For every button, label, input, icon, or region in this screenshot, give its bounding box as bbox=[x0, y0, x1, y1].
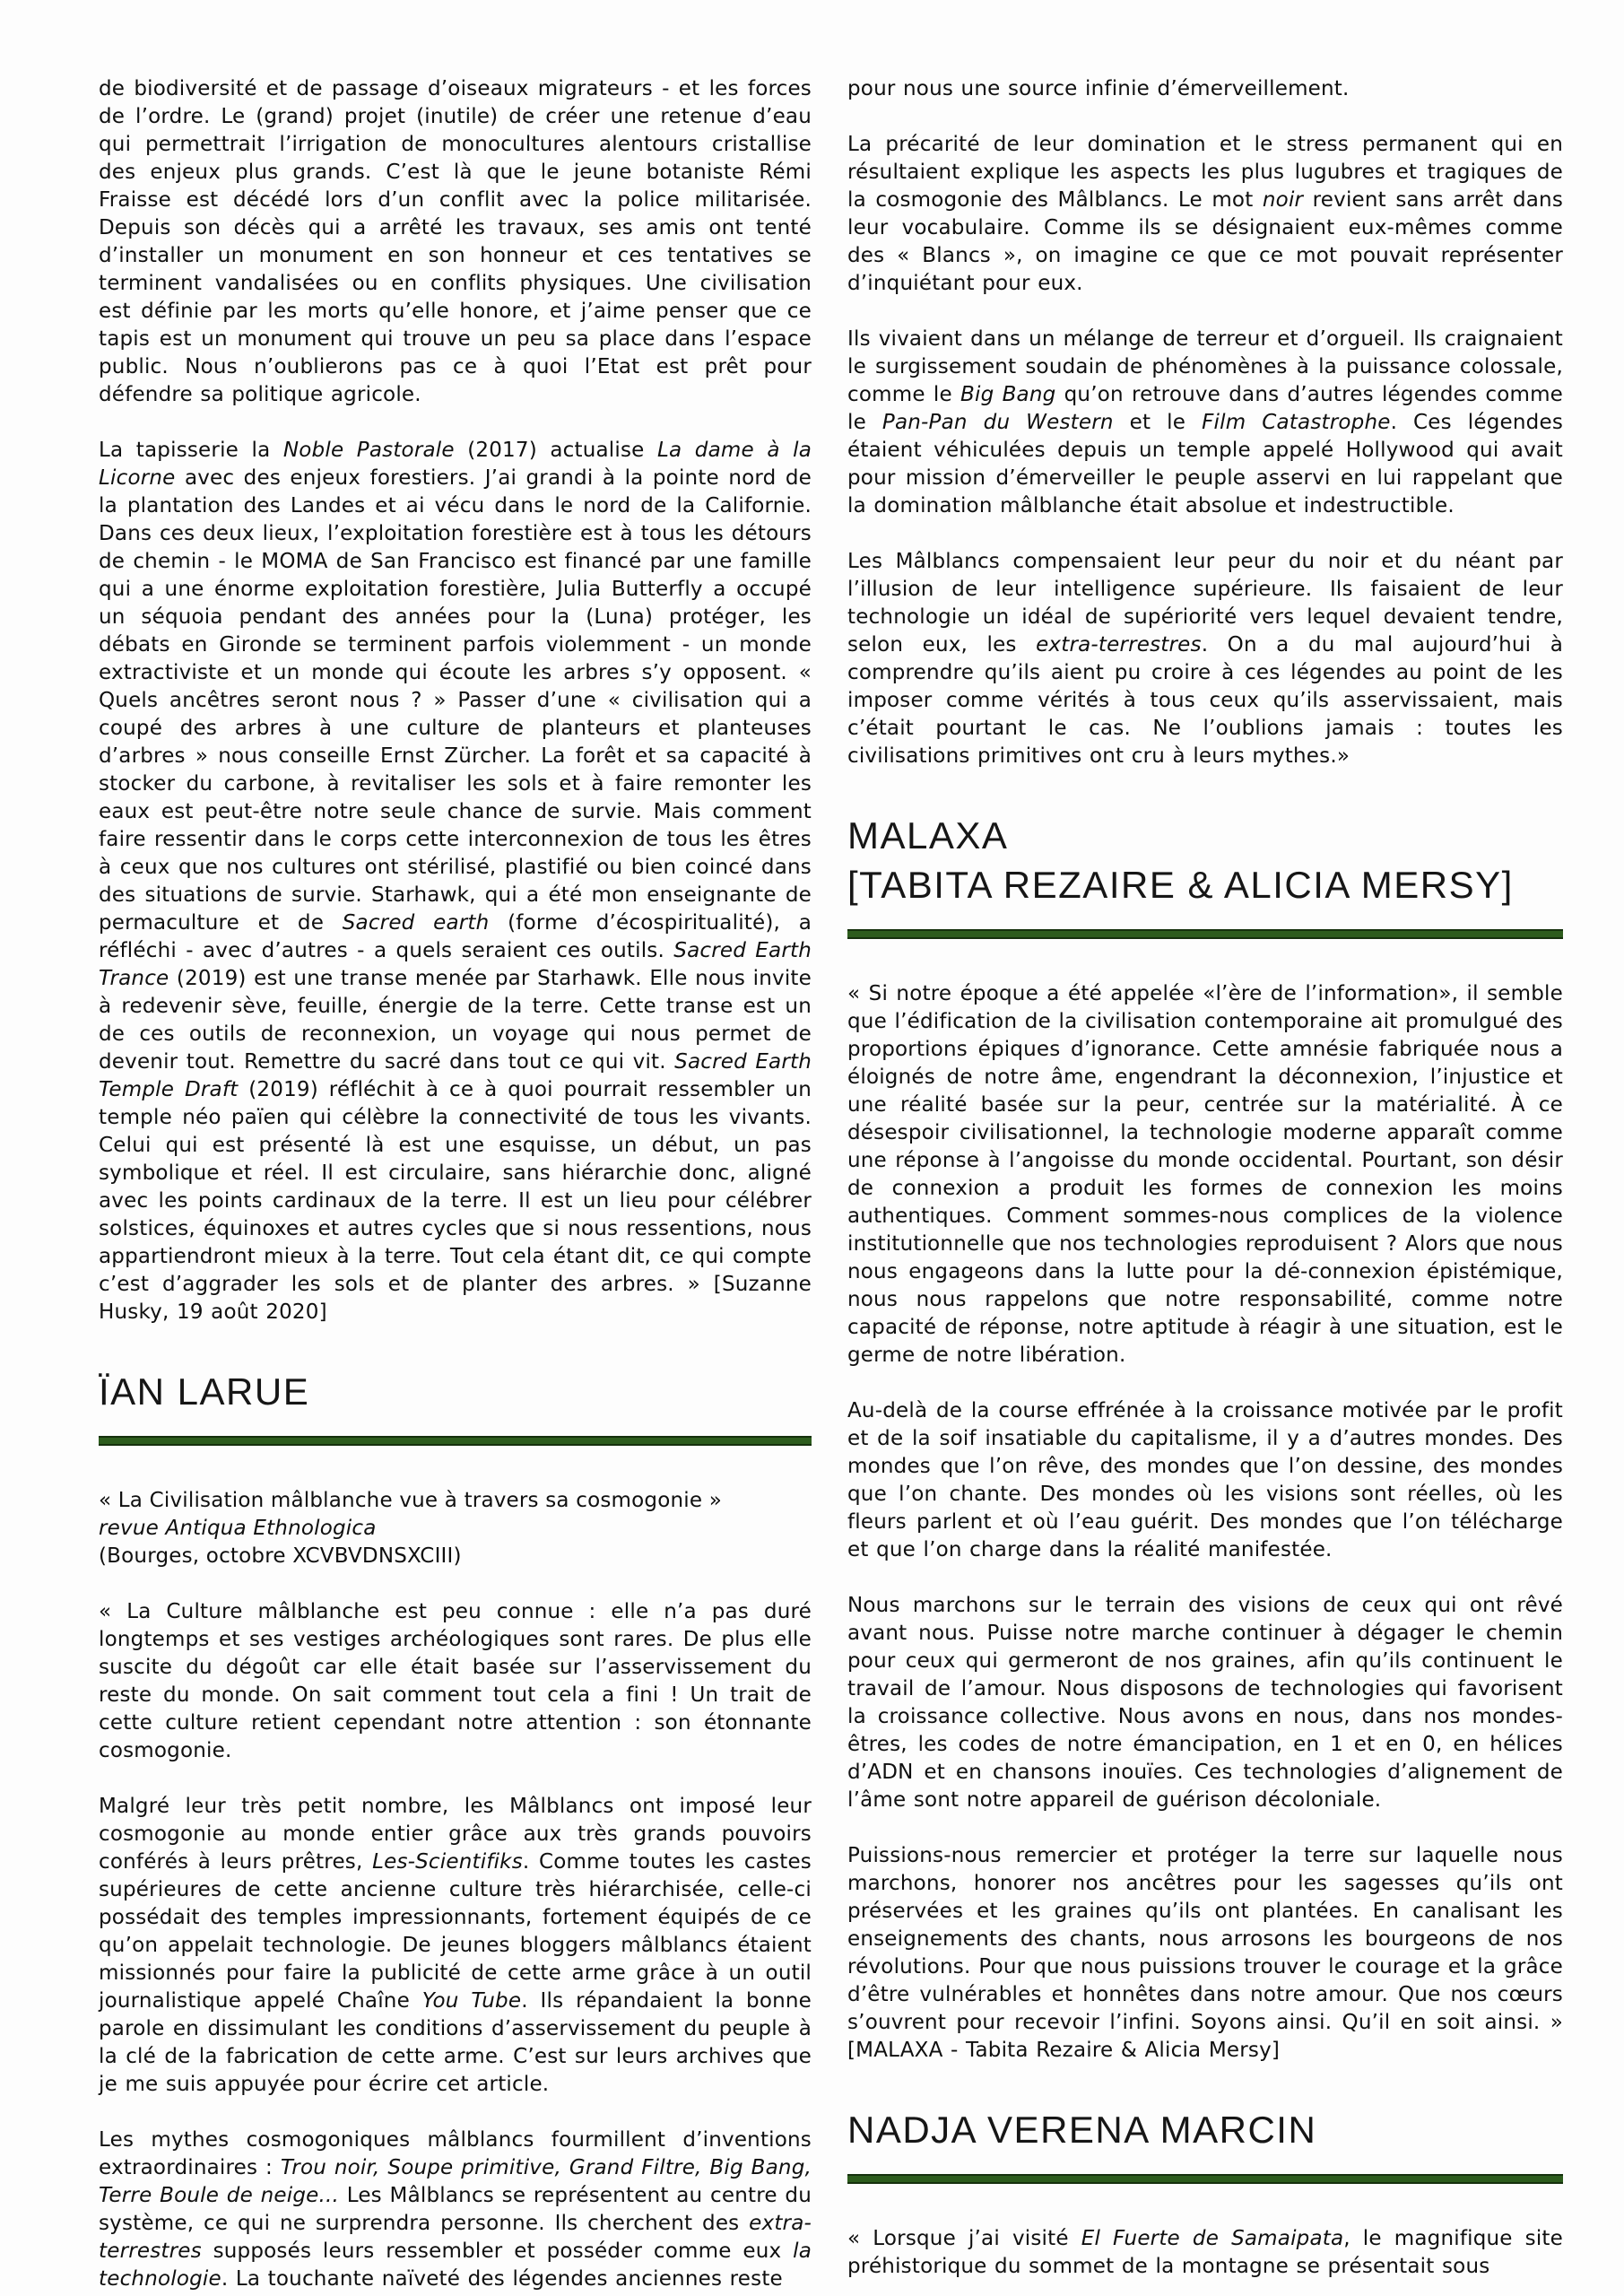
paragraph-compensaient-peur: Les Mâlblancs compensaient leur peur du noir et du néant par l’illusion de leur intelligence supérieure. Ils faisaient de leur technologie un idéal de supériorité vers lequel devaient tendre, selon eux, les extra-terrestres. On a du mal aujourd’hui à comprendre qu’ils aient pu croire à ces légendes au point de les imposer comme vérités à tous ceux qu’ils asservissaient, mais c’était pourtant le cas. Ne l’oublions jamais : toutes les civilisations primitives ont cru à leurs mythes.» bbox=[847, 550, 1564, 768]
heading-malaxa-line2: [TABITA REZAIRE & ALICIA MERSY] bbox=[847, 864, 1514, 906]
paragraph-au-dela-croissance: Au-delà de la course effrénée à la croissance motivée par le profit et de la soif insatiable du capitalisme, il y a d’autres mondes. Des mondes que l’on rêve, des mondes que l’on dessine, des mondes que l’on chante. Des mondes où les visions sont réelles, où les fleurs parlent et où l’eau guérit. Des mondes que l’on télécharge et que l’on charge dans la réalité manifestée. bbox=[847, 1399, 1563, 1561]
citation-revue-line: revue Antiqua Ethnologica bbox=[99, 1517, 377, 1540]
paragraph-terreur-orgueil: Ils vivaient dans un mélange de terreur et d’orgueil. Ils craignaient le surgissement soudain de phénomènes à la puissance colossale, comme le Big Bang qu’on retrouve dans d’autres légendes comme le Pan-Pan du Western et le Film Catastrophe. Ces légendes étaient véhiculées depuis un temple appelé Hollywood qui avait pour mission d’émerveiller le peuple asservi en lui rappelant que la domination mâlblanche était absolue et indestructible. bbox=[847, 327, 1564, 517]
section-divider-rule-nadja bbox=[847, 2174, 1563, 2184]
citation-reference-block bbox=[99, 1487, 812, 1570]
heading-nadja-text: NADJA VERENA MARCIN bbox=[847, 2109, 1317, 2151]
paragraph-mythes-cosmogoniques: Les mythes cosmogoniques mâlblancs fourmillent d’inventions extraordinaires : Trou noir, Soupe primitive, Grand Filtre, Big Bang, Terre Boule de neige... Les Mâlblancs se représentent au centre du système, ce qui ne surprendra personne. Ils cherchent des extra-terrestres supposés leurs ressembler et posséder comme eux la technologie. La touchante naïveté des légendes anciennes reste bbox=[99, 2128, 812, 2291]
heading-ian-larue-text: ÏAN LARUE bbox=[99, 1370, 310, 1413]
paragraph-el-fuerte-samaipata: « Lorsque j’ai visité El Fuerte de Samaipata, le magnifique site préhistorique du sommet de la montagne se présentait sous bbox=[847, 2227, 1563, 2278]
paragraph-ere-information: « Si notre époque a été appelée «l’ère de l’information», il semble que l’édification de la civilisation contemporaine ait promulgué des proportions épiques d’ignorance. Cette amnésie fabriquée nous a éloignés de notre âme, engendrant la déconnexion, l’injustice et une réalité basée sur la peur, centrée sur la matérialité. À ce désespoir civilisationnel, la technologie moderne apparaît comme une réponse à l’angoisse du monde occidental. Pourtant, son désir de connexion a produit les formes de connexion les moins authentiques. Comment sommes-nous complices de la violence institutionnelle que nos technologies reproduisent ? Alors que nous nous engageons dans la lutte pour la dé-connexion épistémique, nous nous rappelons que notre responsabilité, comme notre capacité de réponse, notre aptitude à réagir à une situation, est le germe de notre libération. bbox=[847, 982, 1563, 1367]
heading-ian-larue bbox=[99, 1367, 812, 1416]
heading-malaxa bbox=[847, 811, 1563, 909]
paragraph-puissions-remercier: Puissions-nous remercier et protéger la terre sur laquelle nous marchons, honorer nos ancêtres pour les sagesses qu’ils ont préservées et les graines qu’ils ont plantées. En canalisant les enseignements des chants, nous arrosons les bourgeons de nos révolutions. Pour que nous puissions trouver le courage et la grâce d’être vulnérables et honnêtes dans notre amour. Que nos cœurs s’ouvrent pour recevoir l’infini. Soyons ainsi. Qu’il en soit ainsi. » [MALAXA - Tabita Rezaire & Alicia Mersy] bbox=[847, 1844, 1563, 2062]
paragraph-culture-malblanche: « La Culture mâlblanche est peu connue : elle n’a pas duré longtemps et ses vestiges archéologiques sont rares. De plus elle suscite du dégoût car elle était basée sur l’asservissement du reste du monde. On sait comment tout cela a fini ! Un trait de cette culture retient cependant notre attention : son étonnante cosmogonie. bbox=[99, 1600, 812, 1762]
right-column bbox=[847, 75, 1563, 2293]
citation-title-line: « La Civilisation mâlblanche vue à travers sa cosmogonie » bbox=[99, 1489, 722, 1512]
section-divider-rule-ian-larue bbox=[99, 1436, 812, 1446]
citation-place-date-line: (Bourges, octobre XCVBVDNSXCIII) bbox=[99, 1544, 462, 1568]
paragraph-tapisserie-noble-pastorale: La tapisserie la Noble Pastorale (2017) actualise La dame à la Licorne avec des enjeux forestiers. J’ai grandi à la pointe nord de la plantation des Landes et ai vécu dans le nord de la Californie. Dans ces deux lieux, l’exploitation forestière est à tous les détours de chemin - le MOMA de San Francisco est financé par une famille qui a une énorme exploitation forestière, Julia Butterfly a occupé un séquoia pendant des années pour la (Luna) protéger, les débats en Gironde se terminent parfois violemment - un monde extractiviste et un monde qui écoute les arbres s’y opposent. « Quels ancêtres seront nous ? » Passer d’une « civilisation qui a coupé des arbres à une culture de planteurs et planteuses d’arbres » nous conseille Ernst Zürcher. La forêt et sa capacité à stocker du carbone, à revitaliser les sols et à faire remonter les eaux est peut-être notre seule chance de survie. Mais comment faire ressentir dans le corps cette interconnexion de tous les êtres à ceux que nos cultures ont stérilisé, plastifié ou bien coincé dans des situations de survie. Starhawk, qui a été mon enseignante de permaculture et de Sacred earth (forme d’écospiritualité), a réfléchi - avec d’autres - a quels seraient ces outils. Sacred Earth Trance (2019) est une transe menée par Starhawk. Elle nous invite à redevenir sève, feuille, énergie de la terre. Cette transe est un de ces outils de reconnexion, un voyage qui nous permet de devenir tout. Remettre du sacré dans tout ce qui vit. Sacred Earth Temple Draft (2019) réfléchit à ce à quoi pourrait ressembler un temple néo païen qui célèbre la connectivité de tous les vivants. Celui qui est présenté là est une esquisse, un début, un pas symbolique et réel. Il est circulaire, sans hiérarchie donc, aligné avec les points cardinaux de la terre. Il est un lieu pour célébrer solstices, équinoxes et autres cycles que si nous ressentions, nous appartiendront mieux à la terre. Tout cela étant dit, ce qui compte c’est d’aggrader les sols et de planter des arbres. » [Suzanne Husky, 19 août 2020] bbox=[99, 439, 812, 1324]
section-divider-rule-malaxa bbox=[847, 929, 1563, 939]
paragraph-biodiversite: de biodiversité et de passage d’oiseaux migrateurs - et les forces de l’ordre. Le (grand) projet (inutile) de créer une retenue d’eau qui permettrait l’irrigation de monocultures alentours cristallise des enjeux plus grands. C’est là que le jeune botaniste Rémi Fraisse est décédé lors d’un conflit avec la police militarisée. Depuis son décès qui a arrêté les travaux, ses amis ont tenté d’installer un monument en son honneur et ces tentatives se terminent vandalisées ou en conflits physiques. Une civilisation est définie par les morts qu’elle honore, et j’aime penser que ce tapis est un monument qui trouve un peu sa place dans l’espace public. Nous n’oublierons pas ce à quoi l’Etat est prêt pour défendre sa politique agricole. bbox=[99, 77, 812, 406]
paragraph-malgre-petit-nombre: Malgré leur très petit nombre, les Mâlblancs ont imposé leur cosmogonie au monde entier grâce aux très grands pouvoirs conférés à leurs prêtres, Les-Scientifiks. Comme toutes les castes supérieures de cette ancienne culture très hiérarchisée, celle-ci possédait des temples impressionnants, fortement équipés de ce qu’on appelait technologie. De jeunes bloggers mâlblancs étaient missionnés pour faire la publicité de cette arme grâce à un outil journalistique appelé Chaîne You Tube. Ils répandaient la bonne parole en dissimulant les conditions d’asservissement du peuple à la clé de la fabrication de cette arme. C’est sur leurs archives que je me suis appuyée pour écrire cet article. bbox=[99, 1795, 812, 2096]
left-column bbox=[99, 75, 812, 2293]
heading-malaxa-line1: MALAXA bbox=[847, 814, 1009, 857]
paragraph-precarite-domination: La précarité de leur domination et le stress permanent qui en résultaient explique les aspects les plus lugubres et tragiques de la cosmogonie des Mâlblancs. Le mot noir revient sans arrêt dans leur vocabulaire. Comme ils se désignaient eux-mêmes comme des « Blancs », on imagine ce que ce mot pouvait représenter d’inquiétant pour eux. bbox=[847, 133, 1563, 295]
heading-nadja-verena-marcin bbox=[847, 2105, 1563, 2154]
paragraph-nous-marchons: Nous marchons sur le terrain des visions de ceux qui ont rêvé avant nous. Puisse notre marche continuer à dégager le chemin pour ceux qui germeront de nos graines, afin qu’ils continuent le travail de l’amour. Nous disposons de technologies qui favorisent la croissance collective. Nous avons en nous, dans nos mondes-êtres, les codes de notre émancipation, en 1 et en 0, en hélices d’ADN et en chansons inouïes. Ces technologies d’alignement de l’âme sont notre appareil de guérison décoloniale. bbox=[847, 1594, 1563, 1812]
paragraph-source-emerveillement: pour nous une source infinie d’émerveillement. bbox=[847, 77, 1350, 100]
